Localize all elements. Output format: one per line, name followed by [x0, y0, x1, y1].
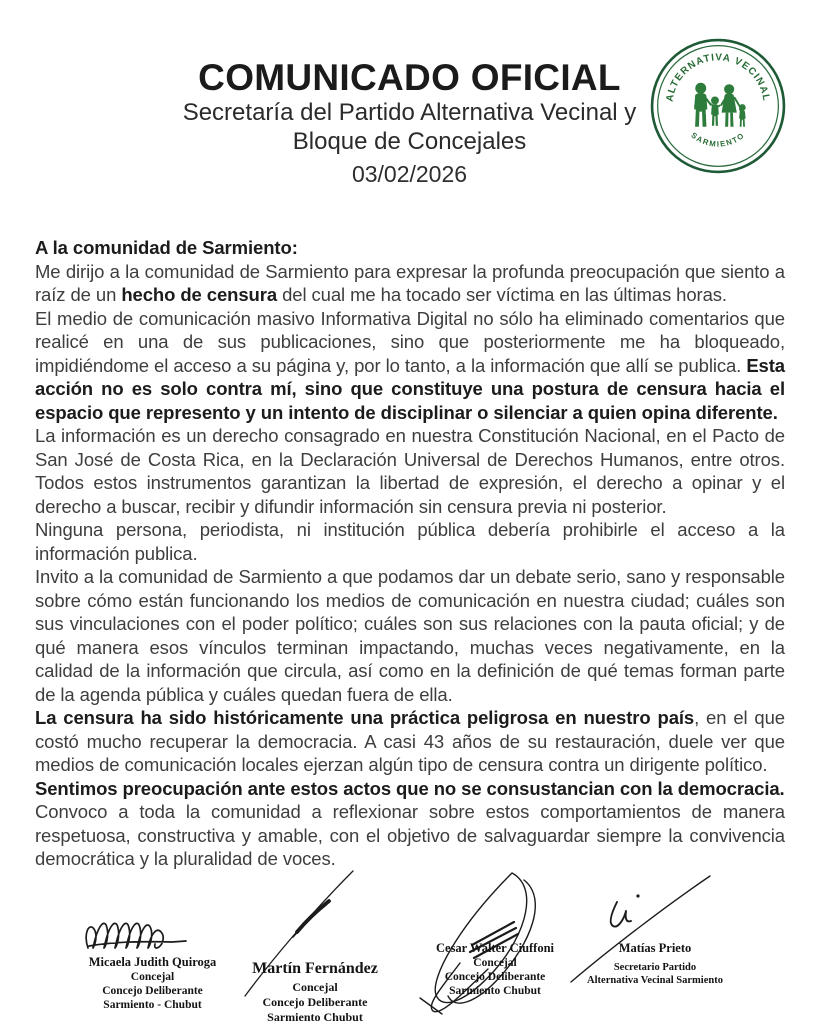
signatory-institution: Concejo Deliberante — [102, 985, 203, 997]
family-silhouette-icon — [694, 83, 746, 127]
signatory-location: Sarmiento Chubut — [267, 1010, 363, 1024]
bold-text-run: Sentimos preocupación ante estos actos que no se consustancian con la democracia. — [35, 777, 785, 799]
text-run: El medio de comunicación masivo Informativa Digital no sólo ha eliminado comentarios que realicé en una de sus publicaciones, sino que posteriormente me ha bloqueado, impidiéndome el acceso a su página y, por lo tanto, a la información que allí se publica. — [35, 307, 785, 376]
paragraph-9 — [35, 800, 785, 871]
paragraph-5 — [35, 518, 785, 565]
text-run: Me dirijo a la comunidad de Sarmiento para expresar la profunda preocupación que siento a raíz de un — [35, 260, 785, 305]
party-seal-logo — [648, 36, 788, 176]
signatory-location: Sarmiento - Chubut — [103, 999, 202, 1011]
signatory-institution: Concejo Deliberante — [262, 995, 368, 1009]
signature-autograph-quiroga — [82, 916, 194, 956]
logo-text-top: ALTERNATIVA VECINAL — [664, 52, 772, 103]
text-run: Invito a la comunidad de Sarmiento a que podamos dar un debate serio, sano y responsable sobre cómo están funcionando los medios de comunicación en nuestra ciudad; cuáles son sus vinculaciones con el poder político; cuáles son sus relaciones con la pauta oficial; y de qué manera esos vínculos terminan impactando, muchas veces negativamente, en la calidad de la información que circula, así como en la definición de qué temas forman parte de la agenda pública y cuáles quedan fuera de ella. — [35, 566, 785, 705]
logo-text-bottom: SARMIENTO — [689, 130, 747, 149]
bold-text-run: A la comunidad de Sarmiento: — [35, 237, 298, 258]
paragraph-8 — [35, 777, 785, 801]
signatory-title: Concejal — [130, 971, 175, 983]
paragraph-6 — [35, 565, 785, 706]
document-body — [35, 236, 785, 871]
signatory-name: Micaela Judith Quiroga — [88, 955, 217, 969]
signatory-institution: Concejo Deliberante — [444, 971, 546, 983]
paragraph-2 — [35, 260, 785, 307]
text-run: del cual me ha tocado ser víctima en las últimas horas. — [277, 284, 727, 305]
paragraph-1 — [35, 236, 785, 260]
signature-block-fernandez — [235, 959, 395, 1024]
paragraph-4 — [35, 424, 785, 518]
bold-text-run: Esta acción no es solo contra mí, sino que constituye una postura de censura hacia el espacio que represento y un intento de disciplinar o silenciar a quien opina diferente. — [35, 354, 785, 423]
text-run: La información es un derecho consagrado en nuestra Constitución Nacional, en el Pacto de San José de Costa Rica, en la Declaración Universal de Derechos Humanos, entre otros. Todos estos instrumentos garantizan la libertad de expresión, el derecho a opinar y el derecho a buscar, recibir y difundir información sin censura previa ni posterior. — [35, 425, 785, 517]
signatory-name: Cesar Walter Ciuffoni — [435, 941, 555, 955]
bold-text-run: La censura ha sido históricamente una práctica peligrosa en nuestro país — [35, 707, 695, 728]
paragraph-3 — [35, 307, 785, 425]
document-subtitle-line2: Bloque de Concejales — [292, 128, 527, 155]
text-run: Ninguna persona, periodista, ni institución pública debería prohibirle el acceso a la información publica. — [35, 519, 785, 564]
signatory-title: Concejal — [292, 980, 338, 994]
signature-block-prieto — [575, 941, 735, 987]
document-title: COMUNICADO OFICIAL — [198, 57, 621, 98]
signatory-institution: Alternativa Vecinal Sarmiento — [587, 975, 723, 986]
signatory-title: Concejal — [473, 957, 517, 969]
document-date: 03/02/2026 — [351, 161, 468, 187]
text-run: Convoco a toda la comunidad a reflexionar sobre estos comportamientos de manera respetuosa, constructiva y amable, con el objetivo de salvaguardar siempre la convivencia democrática y la pluralidad de voces. — [35, 801, 785, 869]
signatory-name: Matías Prieto — [618, 941, 692, 955]
signature-block-quiroga — [80, 955, 225, 1012]
signatory-location: Sarmiento Chubut — [449, 985, 541, 997]
signature-block-ciuffoni — [425, 941, 565, 998]
signatory-name: Martín Fernández — [252, 960, 378, 977]
bold-text-run: hecho de censura — [121, 284, 278, 305]
signatory-title: Secretario Partido — [613, 962, 697, 973]
document-subtitle-line1: Secretaría del Partido Alternativa Vecinal y — [182, 99, 637, 126]
text-run: , en el que costó mucho recuperar la democracia. A casi 43 años de su restauración, duele ver que medios de comunicación locales ejerzan algún tipo de censura contra un dirigente político. — [35, 707, 785, 775]
paragraph-7 — [35, 706, 785, 777]
